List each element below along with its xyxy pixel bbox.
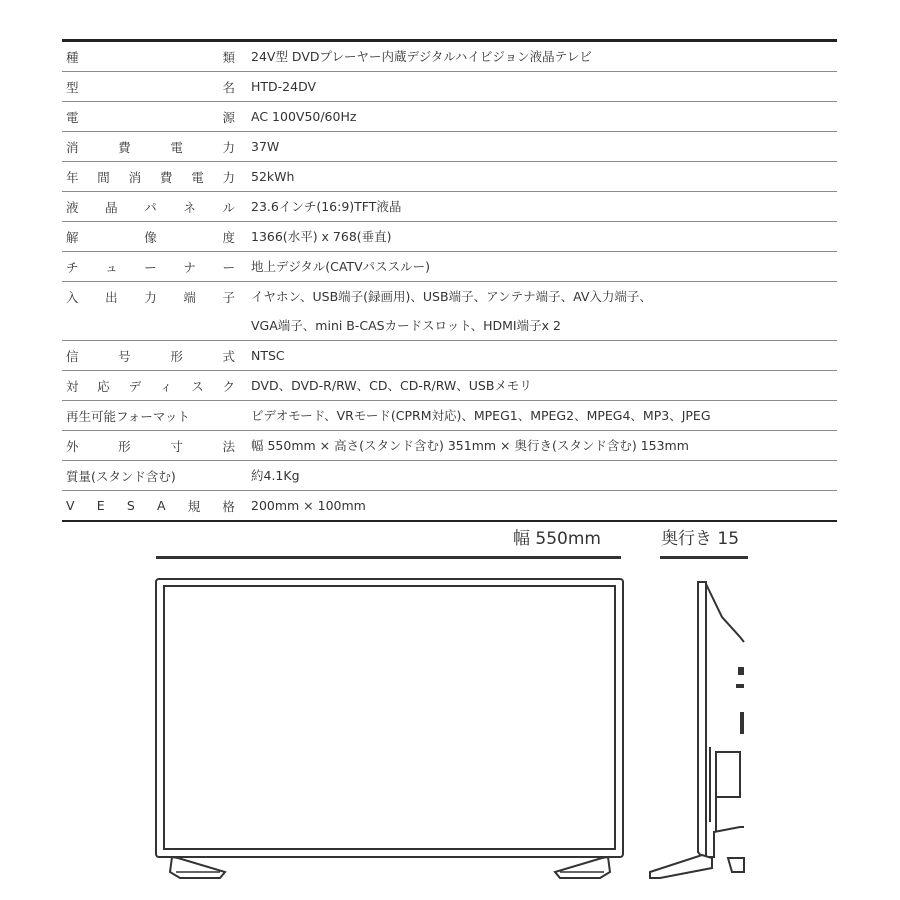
spec-value [235,401,837,430]
spec-value [235,222,837,251]
spec-label-char: 入 [66,290,79,305]
spec-label-char: ナ [183,259,196,275]
spec-label-char: 消 [66,139,79,155]
spec-label [62,401,235,430]
spec-label-char: 解 [66,229,79,245]
spec-label [62,102,235,131]
spec-row [62,341,837,371]
spec-label-char: 力 [222,139,235,155]
spec-label-char: 外 [66,438,79,454]
spec-label-char: 源 [222,109,235,125]
spec-row [62,132,837,162]
spec-value-line: HTD-24DV [251,79,317,94]
spec-row [62,102,837,132]
spec-label [62,431,235,460]
spec-value [235,282,837,340]
spec-value-line: 52kWh [251,169,295,184]
spec-row [62,42,837,72]
spec-label-char: 形 [170,348,183,364]
spec-value [235,162,837,191]
spec-value-line: NTSC [251,348,285,363]
spec-value-line: 23.6インチ(16:9)TFT液晶 [251,199,402,214]
spec-value [235,252,837,281]
spec-value [235,42,837,71]
spec-row [62,282,837,341]
spec-label-char: 信 [66,348,79,364]
spec-value-line: ビデオモード、VRモード(CPRM対応)、MPEG1、MPEG2、MPEG4、MP3、JPEG [251,408,711,423]
spec-label [62,132,235,161]
spec-value [235,461,837,490]
spec-row [62,461,837,491]
spec-label-char: 晶 [105,199,118,215]
spec-row [62,371,837,401]
spec-label-char: ス [191,378,204,394]
spec-label-char: 液 [66,199,79,215]
spec-label-char: 規 [187,498,201,514]
spec-label-char: V [66,498,75,513]
spec-label [62,461,235,490]
spec-label-char: デ [128,378,142,394]
table-bottom-rule [62,520,837,522]
spec-label-char: 寸 [170,438,183,454]
spec-value [235,491,837,520]
spec-label-char: 対 [66,378,79,394]
spec-label-char: 形 [118,438,131,454]
spec-label-char: 電 [191,169,204,185]
spec-value-line: 200mm × 100mm [251,498,366,513]
spec-label-char: ル [222,199,235,215]
spec-value-line: VGA端子、mini B-CASカードスロット、HDMI端子x 2 [251,318,561,333]
spec-row [62,192,837,222]
spec-label-char: 度 [222,229,235,245]
spec-label-char: 年 [66,169,79,185]
spec-label-char: 号 [118,348,131,364]
spec-value [235,192,837,221]
spec-label-char: 子 [222,290,235,305]
tv-front-view [150,572,630,882]
spec-row [62,401,837,431]
spec-label-char: 質量(スタンド含む) [66,468,176,484]
spec-label-char: 名 [222,79,235,95]
spec-label-char: 間 [97,169,110,185]
spec-value [235,341,837,370]
spec-value-line: 幅 550mm × 高さ(スタンド含む) 351mm × 奥行き(スタンド含む) 153mm [251,438,689,453]
spec-label-char: ュ [105,259,118,275]
spec-label [62,371,235,400]
spec-label [62,42,235,71]
spec-value-line: 24V型 DVDプレーヤー内蔵デジタルハイビジョン液晶テレビ [251,49,592,64]
spec-value-line: 約4.1Kg [251,468,300,483]
tv-side-view [640,572,750,884]
spec-label-char: 格 [222,498,235,514]
spec-value-line: AC 100V50/60Hz [251,109,357,124]
spec-label-char: 型 [66,79,79,95]
depth-dimension-label: 奥行き 15 [661,529,740,549]
spec-label-char: ー [144,259,157,275]
spec-label [62,72,235,101]
spec-label-char: 端 [183,290,196,305]
spec-label-char: 種 [66,49,79,65]
spec-label-char: 力 [222,169,235,185]
spec-value-line: イヤホン、USB端子(録画用)、USB端子、アンテナ端子、AV入力端子、 [251,289,652,304]
spec-label-char: 電 [66,109,79,125]
spec-label-char: 消 [128,169,142,185]
spec-label-char: 像 [144,229,157,245]
spec-value [235,72,837,101]
spec-row [62,252,837,282]
spec-label-char: 費 [159,169,173,185]
spec-value [235,102,837,131]
spec-label-char: E [96,498,105,513]
spec-label-char: A [156,498,166,513]
spec-label-char: 出 [105,290,118,305]
spec-label [62,192,235,221]
spec-row [62,162,837,192]
width-dimension-label: 幅 550mm [513,529,601,549]
spec-label-char: S [126,498,135,513]
spec-label-char: 類 [222,49,235,65]
spec-label [62,162,235,191]
spec-label-char: ク [222,378,235,394]
spec-label-char: 応 [97,378,110,394]
spec-row [62,491,837,520]
spec-label-char: 電 [170,139,183,155]
spec-row [62,222,837,252]
depth-dimension-line [660,556,748,559]
spec-value-line: 37W [251,139,280,154]
spec-label-char: 力 [144,290,157,305]
width-dimension-line [156,556,621,559]
spec-label-char: ィ [159,378,173,394]
spec-label [62,341,235,370]
spec-label-char: ー [222,259,235,275]
spec-label-char: 再生可能フォーマット [66,408,190,424]
spec-label-char: 式 [222,348,235,364]
spec-row [62,431,837,461]
spec-label [62,282,235,311]
spec-value-line: 1366(水平) x 768(垂直) [251,229,392,244]
spec-label-char: 費 [118,139,131,155]
spec-label-char: 法 [222,438,235,454]
spec-label-char: チ [66,259,79,275]
spec-table [62,39,837,522]
spec-value-line: 地上デジタル(CATVパススルー) [251,259,430,274]
spec-value [235,132,837,161]
spec-label [62,222,235,251]
spec-label [62,252,235,281]
spec-rows [62,42,837,520]
spec-label-char: ネ [183,199,196,215]
spec-label-char: パ [144,199,157,215]
spec-label [62,491,235,520]
spec-value-line: DVD、DVD-R/RW、CD、CD-R/RW、USBメモリ [251,378,532,393]
spec-value [235,431,837,460]
spec-value [235,371,837,400]
spec-row [62,72,837,102]
